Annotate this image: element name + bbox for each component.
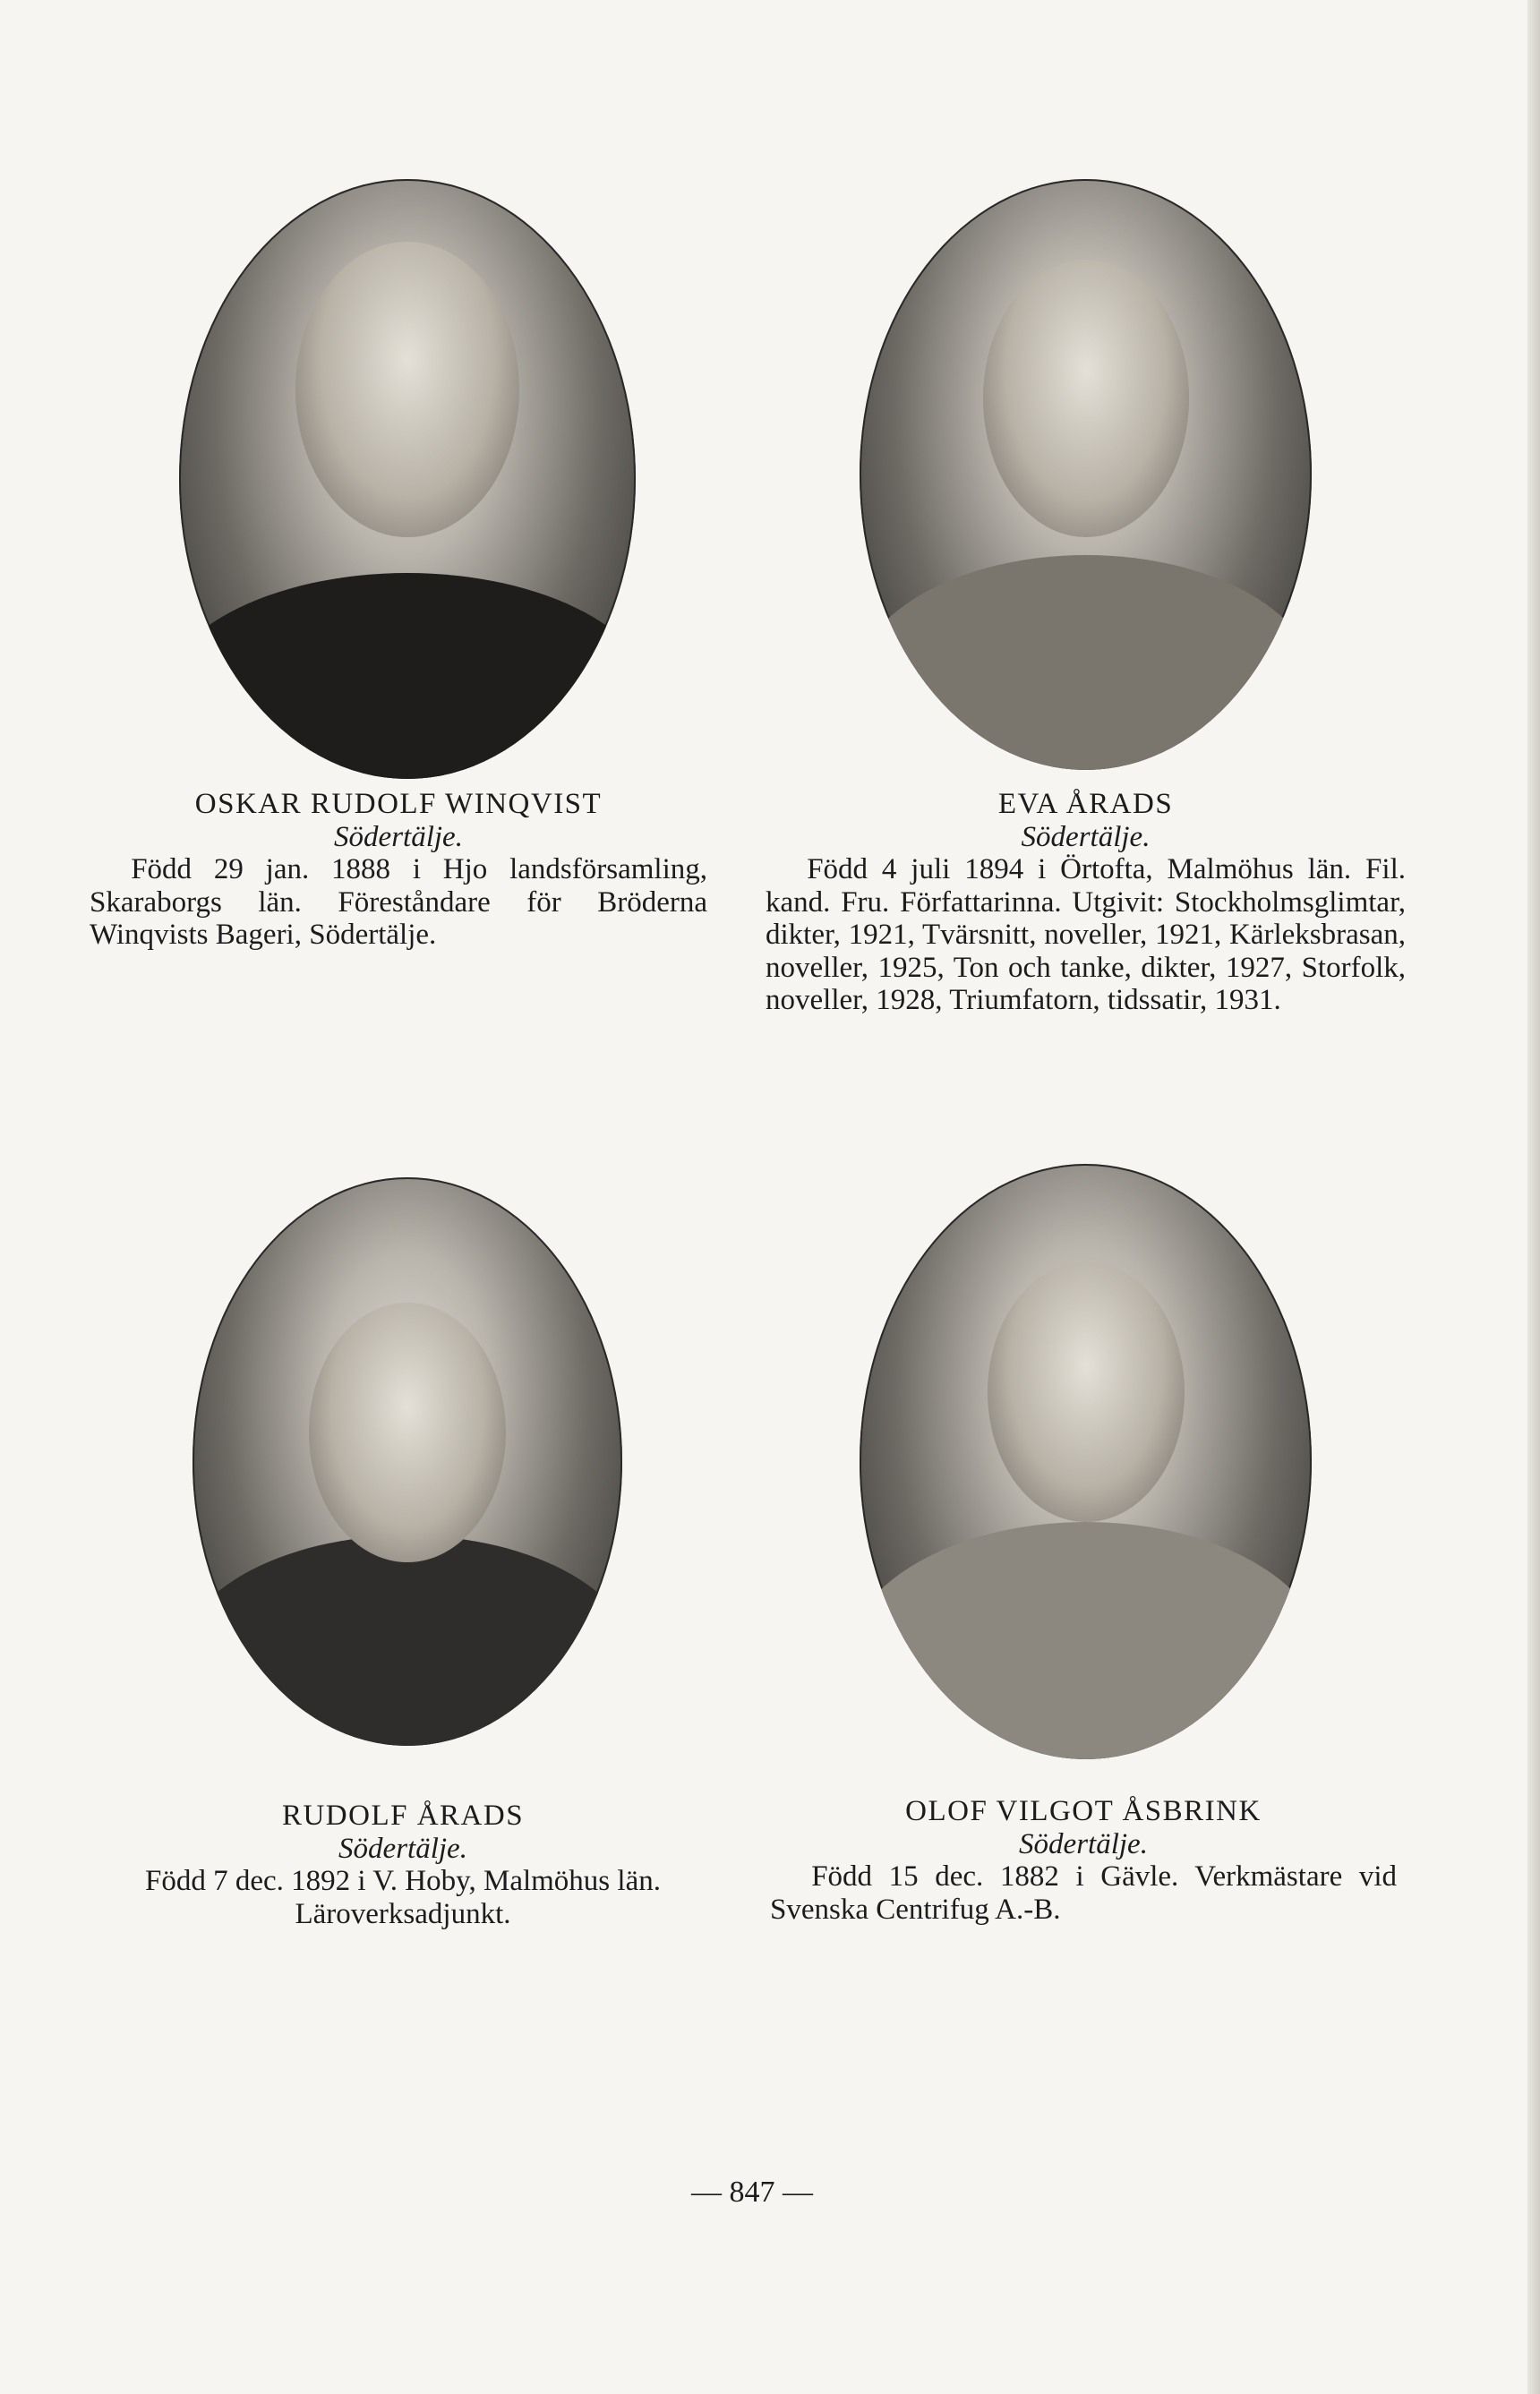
portrait-photo-oskar-rudolf-winqvist xyxy=(179,179,636,779)
entry-name: OSKAR RUDOLF WINQVIST xyxy=(194,788,603,820)
entry-name: EVA ÅRADS xyxy=(997,788,1174,820)
entry-name: OLOF VILGOT ÅSBRINK xyxy=(905,1795,1262,1827)
entry-city: Södertälje. xyxy=(334,820,463,853)
entry-biography: Född 4 juli 1894 i Örtofta, Malmöhus län. Fil. kand. Fru. Författarinna. Utgivit: Stockholmsglimtar, dikter, 1921, Tvärsnitt, noveller, 1921, Kärleksbrasan, noveller, 1925, Ton och tanke, dikter, 1927, Storfolk, noveller, 1928, Triumfatorn, tidssatir, 1931. xyxy=(766,853,1406,1016)
entry-biography: Född 29 jan. 1888 i Hjo landsförsamling, Skaraborgs län. Föreståndare för Bröderna Winqvists Bageri, Södertälje. xyxy=(90,853,707,951)
entry-city: Södertälje. xyxy=(1021,820,1151,853)
entry-city: Södertälje. xyxy=(1019,1827,1148,1860)
entry-name: RUDOLF ÅRADS xyxy=(281,1800,525,1832)
page-edge xyxy=(1527,0,1540,2394)
entry-city: Södertälje. xyxy=(338,1832,467,1865)
entry-biography: Född 15 dec. 1882 i Gävle. Verkmästare vid Svenska Centrifug A.-B. xyxy=(770,1860,1397,1926)
page-number: — 847 — xyxy=(691,2176,813,2209)
portrait-photo-olof-vilgot-asbrink xyxy=(860,1164,1312,1759)
entry-rudolf-arads xyxy=(85,1800,721,1930)
entry-oskar-rudolf-winqvist xyxy=(90,788,707,952)
portrait-photo-eva-arads xyxy=(860,179,1312,770)
entry-biography: Född 7 dec. 1892 i V. Hoby, Malmöhus län. Läroverksadjunkt. xyxy=(145,1865,661,1930)
portrait-photo-rudolf-arads xyxy=(192,1177,622,1746)
entry-eva-arads xyxy=(766,788,1406,1017)
entry-olof-vilgot-asbrink xyxy=(770,1795,1397,1926)
